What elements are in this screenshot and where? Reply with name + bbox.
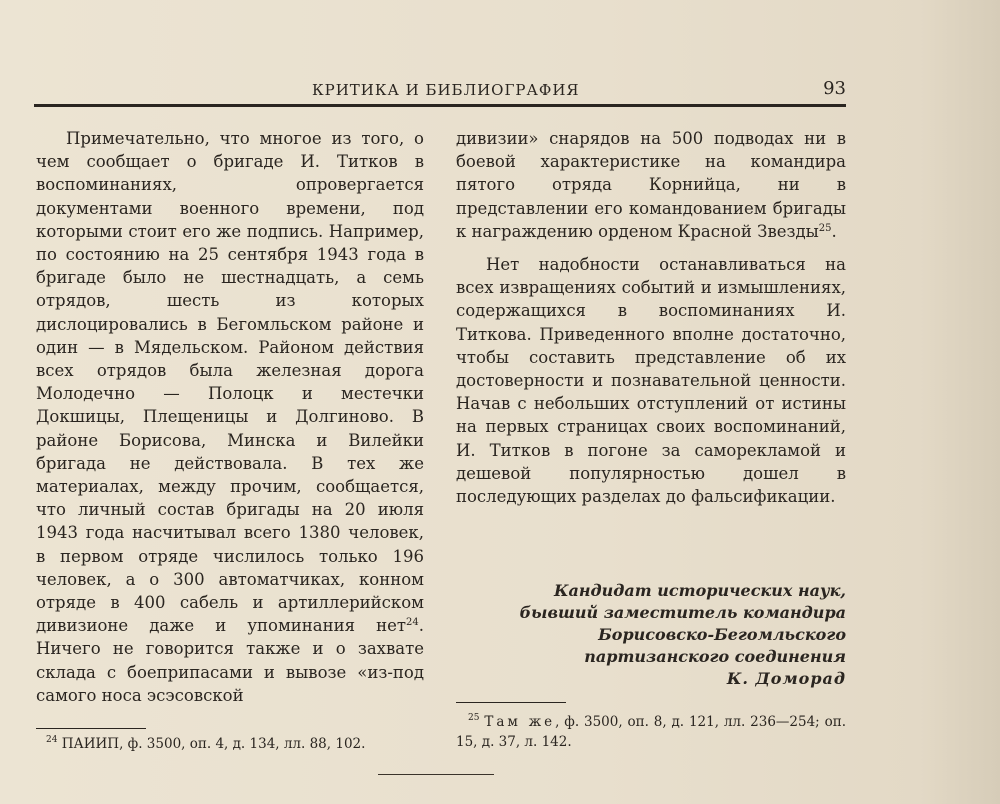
- left-text-1: Примечательно, что многое из того, о чем сообщает о бригаде И. Титков в воспоминаниях, опровергается документами военного времени, под которыми стоит его же подпись. Например, по состоянию на 25 сентября 1943 года в бригаде было не шестнадцать, а семь отрядов, шесть из которых дислоцировались в Бегомльском районе и один — в Мядельском. Районом действия всех отрядов была железная дорога Молодечно — Полоцк и местечки Докшицы, Плещеницы и Долгиново. В районе Борисова, Минска и Вилейки бригада не действовала. В тех же материалах, между прочим, сообщается, что личный состав бригады на 20 июля 1943 года насчитывал всего 1380 человек, в первом отряде числилось только 196 человек, а о 300 автоматчиках, конном отряде в 400 сабель и артиллерийском дивизионе даже и упоминания нет: [36, 129, 424, 636]
- signature-degree: Кандидат исторических наук,: [553, 581, 846, 600]
- left-column: [36, 127, 424, 707]
- running-head: КРИТИКА И БИБЛИОГРАФИЯ: [312, 81, 580, 99]
- footnote-25-lead: Там же: [484, 714, 556, 730]
- footnote-25: [456, 712, 846, 752]
- header-rule: [34, 104, 846, 107]
- right-paragraph-1: [456, 127, 846, 243]
- footnote-25-mark: 25: [468, 713, 480, 723]
- left-paragraph: [36, 127, 424, 707]
- footnote-rule-right: [456, 702, 566, 703]
- author-name: К. Доморад: [726, 669, 846, 688]
- footnote-25-text: , ф. 3500, оп. 8, д. 121, лл. 236—254; оп. 15, д. 37, л. 142.: [456, 714, 846, 750]
- page-number: 93: [823, 78, 846, 99]
- footnote-24-mark: 24: [46, 735, 58, 745]
- footnote-24: [46, 734, 436, 754]
- footnote-24-text: ПАИИП, ф. 3500, оп. 4, д. 134, лл. 88, 102.: [61, 736, 366, 752]
- footnote-ref-25: 25: [818, 222, 832, 234]
- right-text-1: дивизии» снарядов на 500 подводах ни в боевой характеристике на командира пятого отряда Корнийца, ни в представлении его командованием бригады к награждению орденом Красной Звезды: [456, 129, 846, 241]
- signature-unit: Борисовско-Бегомльского: [598, 625, 846, 644]
- right-column: [456, 127, 846, 508]
- left-text-2: . Ничего не говорится также и о захвате склада с боеприпасами и вывозе «из-под самого носа эсэсовской: [36, 616, 424, 705]
- page-header: [34, 78, 846, 104]
- right-text-1-end: .: [831, 221, 837, 241]
- bottom-rule: [378, 774, 494, 775]
- signature-unit-type: партизанского соединения: [584, 647, 846, 666]
- footnote-rule-left: [36, 728, 146, 729]
- signature-position: бывший заместитель командира: [519, 603, 846, 622]
- footnote-ref-24: 24: [406, 617, 419, 629]
- right-paragraph-2: Нет надобности останавливаться на всех извращениях событий и измышлениях, содержащихся в воспоминаниях И. Титкова. Приведенного вполне достаточно, чтобы составить представление об их достоверности и познавательной ценности. Начав с небольших отступлений от истины на первых страницах своих воспоминаний, И. Титков в погоне за саморекламой и дешевой популярностью дошел в последующих разделах до фальсификации.: [456, 255, 846, 507]
- author-signature: [456, 580, 846, 690]
